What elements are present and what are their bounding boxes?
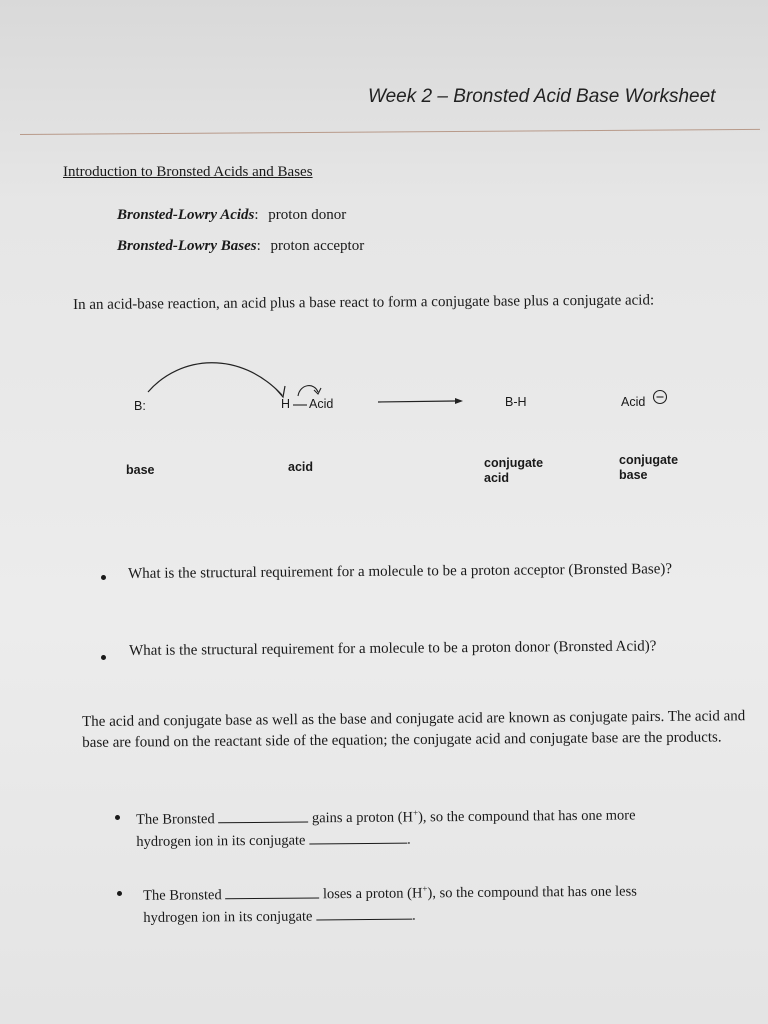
bullet-icon [101, 575, 106, 580]
species-conjugate-base: Acid [621, 395, 646, 409]
reaction-intro-paragraph: In an acid-base reaction, an acid plus a base react to form a conjugate base plus a conjugate acid: [73, 292, 655, 313]
charge-superscript: + [422, 883, 428, 894]
question-proton-acceptor: What is the structural requirement for a molecule to be a proton acceptor (Bronsted Base)? [128, 561, 673, 582]
worksheet-title: Week 2 – Bronsted Acid Base Worksheet [368, 86, 716, 107]
conjugate-pairs-paragraph: The acid and conjugate base as well as the base and conjugate acid are known as conjugate pairs. The acid and base are found on the reactant side of the equation; the conjugate acid and conjugate base are the products. [82, 708, 746, 751]
definition-acids [117, 207, 346, 224]
answer-blank[interactable] [309, 830, 407, 844]
fill-in-text: ), so the compound that has one more [417, 807, 636, 826]
intro-heading: Introduction to Bronsted Acids and Bases [63, 164, 313, 180]
species-base: B: [134, 399, 146, 413]
fill-in-text: hydrogen ion in its conjugate [136, 832, 306, 850]
fill-in-text: loses a proton (H [322, 885, 423, 903]
fill-in-line-1 [136, 800, 636, 831]
definition-term: Bronsted-Lowry Bases [117, 238, 257, 254]
reaction-arrow-head [455, 398, 463, 404]
charge-superscript: + [412, 807, 419, 818]
bond-break-arrowhead [314, 388, 321, 394]
species-conjugate-acid: B-H [505, 395, 527, 409]
header-divider [20, 129, 760, 135]
fill-in-text: . [407, 831, 411, 848]
bullet-icon [115, 815, 120, 820]
species-acid-hydrogen: H [281, 397, 291, 411]
answer-blank[interactable] [316, 906, 412, 920]
definition-value: proton acceptor [270, 238, 365, 254]
negative-charge-circle [654, 391, 667, 404]
fill-in-text: ), so the compound that has one less [427, 883, 637, 902]
fill-in-text: The Bronsted [143, 887, 222, 904]
fill-in-line-1 [143, 876, 637, 907]
definition-bases [117, 238, 364, 255]
label-line: conjugate [619, 453, 679, 467]
label-line: acid [484, 471, 510, 485]
fill-in-loses-proton [143, 876, 637, 929]
fill-in-line-2 [143, 903, 637, 929]
species-acid-group: Acid [309, 397, 334, 411]
definition-value: proton donor [268, 207, 347, 223]
fill-in-text: gains a proton (H [311, 809, 414, 827]
fill-in-gains-proton [136, 800, 636, 853]
label-line: conjugate [484, 456, 544, 470]
fill-in-line-2 [136, 826, 636, 852]
answer-blank[interactable] [218, 809, 308, 823]
label-acid: acid [288, 460, 314, 474]
definition-colon: : [254, 207, 259, 223]
definition-term: Bronsted-Lowry Acids [117, 207, 255, 223]
fill-in-text: The Bronsted [136, 811, 215, 828]
reaction-arrow-line [378, 401, 455, 402]
definition-colon: : [256, 238, 261, 254]
bullet-icon [117, 891, 122, 896]
bond-break-arrow [298, 386, 318, 396]
electron-push-arrowhead [276, 386, 285, 397]
label-conjugate-acid [484, 456, 543, 486]
label-line: base [619, 468, 648, 482]
electron-push-arrow [148, 363, 282, 395]
fill-in-text: hydrogen ion in its conjugate [143, 908, 313, 926]
label-conjugate-base [619, 453, 678, 483]
bullet-icon [101, 655, 106, 660]
answer-blank[interactable] [225, 885, 319, 899]
fill-in-text: . [412, 907, 416, 924]
question-proton-donor: What is the structural requirement for a molecule to be a proton donor (Bronsted Acid)? [129, 638, 657, 659]
label-base: base [126, 463, 155, 477]
